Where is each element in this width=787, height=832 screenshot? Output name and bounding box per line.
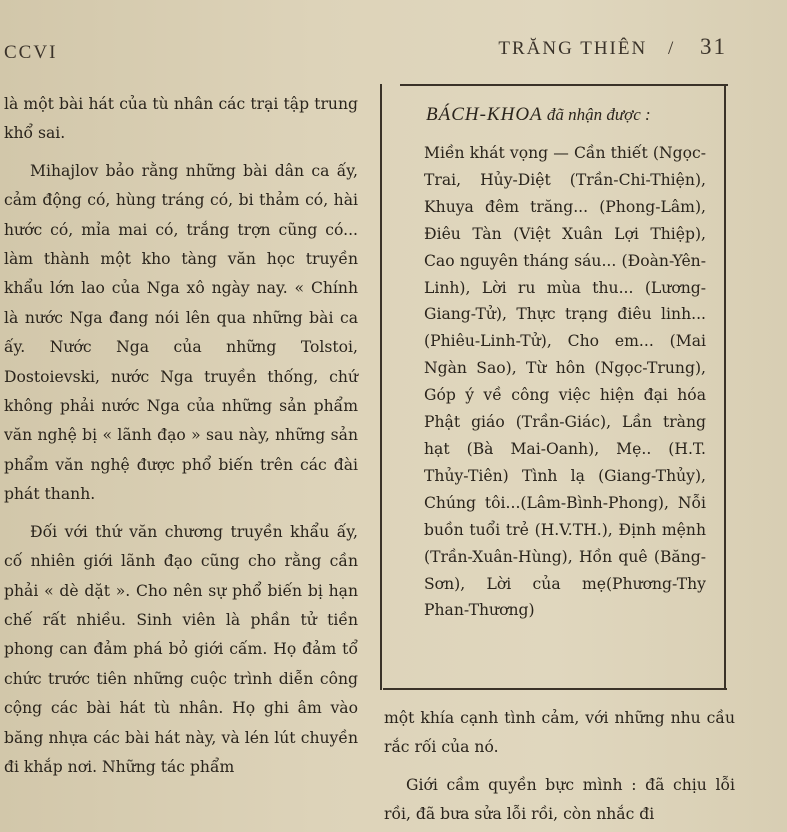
- box-bottom-rule: [383, 688, 727, 690]
- right-paragraph-1: một khía cạnh tình cảm, với những nhu cầu rắc rối của nó.: [384, 709, 735, 757]
- box-title-brand: BÁCH-KHOA: [426, 104, 543, 125]
- box-title: [426, 104, 651, 126]
- left-column: [4, 90, 358, 782]
- left-paragraph-1: là một bài hát của tù nhân các trại tập trung khổ sai.: [4, 95, 358, 143]
- header-title: TRĂNG THIÊN: [498, 38, 648, 59]
- page-number: 31: [700, 34, 727, 59]
- box-body-text: Miền khát vọng — Cần thiết (Ngọc-Trai, Hủy-Diệt (Trần-Chi-Thiện), Khuya đêm trăng... (Phong-Lâm), Điêu Tàn (Việt Xuân Lợi Thiệp), Cao nguyên tháng sáu... (Đoàn-Yên-Linh), Lời ru mùa thu... (Lương-Giang-Tử), Thực trạng điêu linh... (Phiêu-Linh-Tử), Cho em... (Mai Ngàn Sao), Từ hôn (Ngọc-Trung), Góp ý về công việc hiện đại hóa Phật giáo (Trần-Giác), Lần tràng hạt (Bà Mai-Oanh), Mẹ.. (H.T. Thủy-Tiên) Tình lạ (Giang-Thủy), Chúng tôi...(Lâm-Bình-Phong), Nỗi buồn tuổi trẻ (H.V.TH.), Định mệnh (Trần-Xuân-Hùng), Hồn quê (Băng-Sơn), Lời của mẹ(Phương-Thy Phan-Thương): [424, 144, 706, 620]
- left-paragraph-3: Đối với thứ văn chương truyền khẩu ấy, cố nhiên giới lãnh đạo cũng cho rằng cần phải « dè dặt ». Cho nên sự phổ biến bị hạn chế rất nhiều. Sinh viên là phần tử tiền phong can đảm phá bỏ giới cấm. Họ đảm tổ chức trước tiên những cuộc trình diễn công cộng các bài hát tù nhân. Họ ghi âm vào băng nhựa các bài hát này, và lén lút chuyền đi khắp nơi. Những tác phẩm: [4, 522, 358, 776]
- left-paragraph-2: Mihajlov bảo rằng những bài dân ca ấy, cảm động có, hùng tráng có, bi thảm có, hài hước có, mỉa mai có, trắng trợn cũng có... làm thành một kho tàng văn học truyền khẩu lớn lao của Nga xô ngày nay. « Chính là nước Nga đang nói lên qua những bài ca ấy. Nước Nga của những Tolstoi, Dostoievski, nước Nga truyền thống, chứ không phải nước Nga của những sản phẩm văn nghệ bị « lãnh đạo » sau này, những sản phẩm văn nghệ được phổ biến trên các đài phát thanh.: [4, 161, 358, 504]
- right-paragraph-2: Giới cầm quyền bực mình : đã chịu lỗi rồi, đã bưa sửa lỗi rồi, còn nhắc đi: [384, 775, 735, 824]
- box-top-rule: [400, 84, 728, 86]
- right-column: [384, 704, 735, 830]
- header-separator: /: [667, 38, 676, 59]
- running-header-right: [498, 34, 727, 60]
- box-title-text: đã nhận được :: [542, 105, 651, 124]
- running-header-left: CCVI: [4, 42, 58, 63]
